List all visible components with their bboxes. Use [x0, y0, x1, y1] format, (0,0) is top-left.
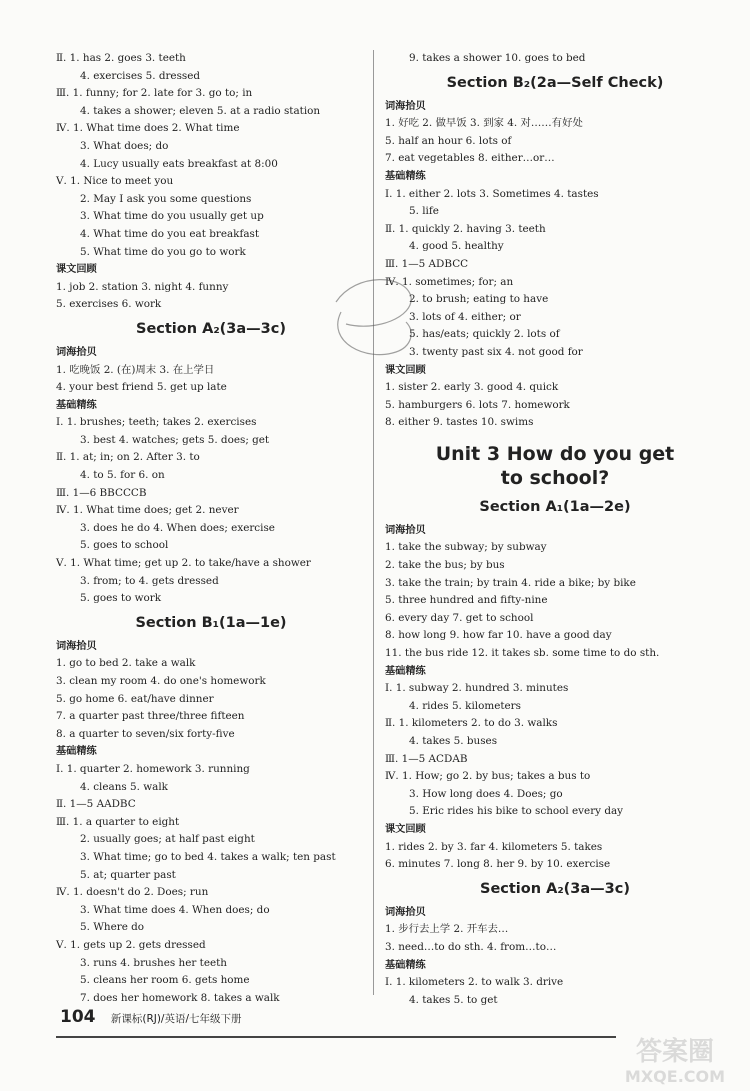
unit-title: [385, 442, 725, 490]
answer-line: Ⅱ. 1. at; in; on 2. After 3. to: [56, 451, 200, 464]
answer-line: 5. exercises 6. work: [56, 298, 162, 311]
footer-rule: [56, 1036, 616, 1038]
answer-line: 3. runs 4. brushes her teeth: [80, 956, 227, 969]
answer-line: 7. a quarter past three/three fifteen: [56, 710, 245, 723]
answer-line: 3. twenty past six 4. not good for: [409, 345, 583, 358]
subsection-label: 基础精练: [56, 746, 97, 758]
subsection-label: 基础精练: [385, 170, 426, 182]
answer-line: 4. exercises 5. dressed: [80, 69, 201, 82]
answer-line: 6. minutes 7. long 8. her 9. by 10. exercise: [385, 858, 611, 871]
answer-line: 1. 步行去上学 2. 开车去…: [385, 923, 509, 936]
watermark-top: 答案圈: [635, 1037, 715, 1067]
answer-line: 5. at; quarter past: [80, 868, 176, 881]
subsection-label: 课文回顾: [385, 364, 426, 376]
answer-line: 7. eat vegetables 8. either…or…: [385, 152, 555, 165]
left-column: [56, 50, 366, 1007]
answer-line: Ⅰ. 1. brushes; teeth; takes 2. exercises: [56, 416, 257, 429]
answer-line: Ⅰ. 1. quarter 2. homework 3. running: [56, 762, 250, 775]
answer-line: 5. goes to work: [80, 592, 162, 605]
answer-line: Ⅱ. 1. has 2. goes 3. teeth: [56, 52, 186, 64]
subsection-label: 基础精练: [56, 399, 97, 411]
answer-line: 5. three hundred and fifty-nine: [385, 594, 548, 607]
right-column: [385, 50, 725, 1009]
answer-line: Ⅲ. 1—6 BBCCCB: [56, 486, 147, 499]
section-heading: Section A₂(3a—3c): [136, 320, 286, 337]
watermark-logo: [605, 1030, 745, 1088]
answer-line: 3. from; to 4. gets dressed: [80, 574, 219, 587]
answer-line: 5. Eric rides his bike to school every day: [409, 805, 624, 818]
answer-line: 5. go home 6. eat/have dinner: [56, 692, 214, 705]
unit-title-line: to school?: [500, 466, 610, 489]
answer-line: 1. 吃晚饭 2. (在)周末 3. 在上学日: [56, 363, 215, 376]
answer-line: 3. does he do 4. When does; exercise: [80, 521, 275, 534]
answer-line: 2. take the bus; by bus: [385, 559, 505, 572]
answer-line: 3. What time; go to bed 4. takes a walk; ten past: [80, 850, 336, 863]
watermark-bottom: MXQE.COM: [624, 1067, 726, 1086]
subsection-label: 词海拾贝: [56, 640, 97, 652]
answer-line: Ⅳ. 1. sometimes; for; an: [385, 275, 514, 288]
answer-line: Ⅳ. 1. How; go 2. by bus; takes a bus to: [385, 770, 591, 783]
answer-line: Ⅳ. 1. doesn't do 2. Does; run: [56, 886, 209, 899]
answer-line: 5. Where do: [80, 921, 145, 934]
answer-line: 6. every day 7. get to school: [385, 611, 534, 624]
answer-line: 1. sister 2. early 3. good 4. quick: [385, 381, 559, 394]
answer-line: 3. clean my room 4. do one's homework: [56, 675, 266, 687]
answer-line: 1. job 2. station 3. night 4. funny: [56, 280, 229, 293]
answer-line: 4. takes 5. buses: [409, 735, 498, 747]
answer-line: 5. half an hour 6. lots of: [385, 134, 512, 147]
answer-line: 4. to 5. for 6. on: [80, 469, 165, 482]
section-heading: Section B₂(2a—Self Check): [446, 74, 664, 91]
answer-line: 5. hamburgers 6. lots 7. homework: [385, 398, 570, 411]
answer-line: 4. rides 5. kilometers: [409, 699, 521, 712]
section-heading: Section A₂(3a—3c): [480, 880, 630, 897]
subsection-label: 词海拾贝: [385, 100, 426, 112]
answer-line: Ⅴ. 1. What time; get up 2. to take/have a shower: [56, 557, 311, 570]
answer-line: Ⅲ. 1. funny; for 2. late for 3. go to; in: [56, 87, 253, 100]
answer-line: 1. go to bed 2. take a walk: [56, 657, 196, 670]
answer-line: 5. goes to school: [80, 539, 169, 552]
answer-line: Ⅱ. 1. quickly 2. having 3. teeth: [385, 222, 546, 235]
answer-line: 5. What time do you go to work: [80, 245, 246, 258]
answer-line: 1. rides 2. by 3. far 4. kilometers 5. takes: [385, 840, 603, 853]
footer-text: 新课标(RJ)/英语/七年级下册: [110, 1013, 242, 1025]
answer-line: 8. either 9. tastes 10. swims: [385, 416, 534, 429]
answer-line: 4. Lucy usually eats breakfast at 8:00: [80, 157, 278, 170]
answer-line: 11. the bus ride 12. it takes sb. some time to do sth.: [385, 647, 660, 660]
answer-line: 5. cleans her room 6. gets home: [80, 974, 250, 987]
answer-line: Ⅰ. 1. kilometers 2. to walk 3. drive: [385, 976, 564, 989]
answer-line: 4. What time do you eat breakfast: [80, 227, 260, 240]
answer-line: 8. a quarter to seven/six forty-five: [56, 727, 235, 740]
answer-line: 4. good 5. healthy: [409, 240, 504, 253]
answer-line: 4. cleans 5. walk: [80, 780, 168, 793]
page-footer: [60, 1004, 242, 1030]
answer-line: 3. take the train; by train 4. ride a bike; by bike: [385, 576, 636, 589]
answer-line: 5. has/eats; quickly 2. lots of: [409, 328, 560, 341]
subsection-label: 课文回顾: [56, 264, 97, 276]
section-heading: Section A₁(1a—2e): [479, 498, 631, 515]
answer-line: 4. your best friend 5. get up late: [56, 381, 227, 394]
answer-line: 4. takes 5. to get: [409, 993, 498, 1006]
answer-line: 3. What time does 4. When does; do: [80, 903, 270, 916]
answer-line: Ⅳ. 1. What time does; get 2. never: [56, 504, 239, 517]
answer-line: 9. takes a shower 10. goes to bed: [409, 52, 586, 64]
answer-line: 7. does her homework 8. takes a walk: [80, 991, 280, 1004]
answer-line: Ⅰ. 1. either 2. lots 3. Sometimes 4. tastes: [385, 187, 599, 200]
answer-line: 3. lots of 4. either; or: [409, 310, 521, 323]
section-heading: Section B₁(1a—1e): [135, 614, 287, 631]
subsection-label: 基础精练: [385, 665, 426, 677]
answer-line: Ⅲ. 1—5 ACDAB: [385, 752, 468, 765]
answer-line: 2. to brush; eating to have: [409, 293, 549, 306]
answer-line: Ⅱ. 1—5 AADBC: [56, 798, 136, 811]
subsection-label: 词海拾贝: [56, 346, 97, 358]
answer-line: 3. What time do you usually get up: [80, 210, 264, 223]
answer-line: 3. How long does 4. Does; go: [409, 787, 563, 800]
answer-line: 3. need…to do sth. 4. from…to…: [385, 940, 557, 953]
answer-line: 4. takes a shower; eleven 5. at a radio station: [80, 104, 321, 117]
subsection-label: 词海拾贝: [385, 524, 426, 536]
subsection-label: 课文回顾: [385, 823, 426, 835]
answer-line: 5. life: [409, 205, 439, 218]
subsection-label: 基础精练: [385, 959, 426, 971]
answer-line: 3. What does; do: [80, 139, 169, 152]
subsection-label: 词海拾贝: [385, 906, 426, 918]
signature-scribble: [316, 262, 426, 372]
answer-line: Ⅰ. 1. subway 2. hundred 3. minutes: [385, 682, 569, 695]
answer-line: 3. best 4. watches; gets 5. does; get: [80, 433, 270, 446]
answer-line: Ⅲ. 1. a quarter to eight: [56, 815, 180, 828]
page-number: 104: [60, 1007, 96, 1027]
answer-line: Ⅱ. 1. kilometers 2. to do 3. walks: [385, 717, 558, 730]
answer-line: 1. take the subway; by subway: [385, 541, 547, 554]
answer-line: Ⅴ. 1. Nice to meet you: [56, 175, 174, 188]
answer-line: 1. 好吃 2. 做早饭 3. 到家 4. 对……有好处: [385, 117, 583, 130]
answer-line: 2. May I ask you some questions: [80, 192, 252, 205]
answer-line: Ⅳ. 1. What time does 2. What time: [56, 122, 240, 135]
answer-line: 2. usually goes; at half past eight: [80, 833, 255, 846]
answer-line: Ⅴ. 1. gets up 2. gets dressed: [56, 938, 206, 951]
unit-title-line: Unit 3 How do you get: [435, 442, 675, 465]
answer-line: Ⅲ. 1—5 ADBCC: [385, 257, 469, 270]
column-divider: [373, 50, 374, 995]
answer-line: 8. how long 9. how far 10. have a good day: [385, 629, 612, 642]
